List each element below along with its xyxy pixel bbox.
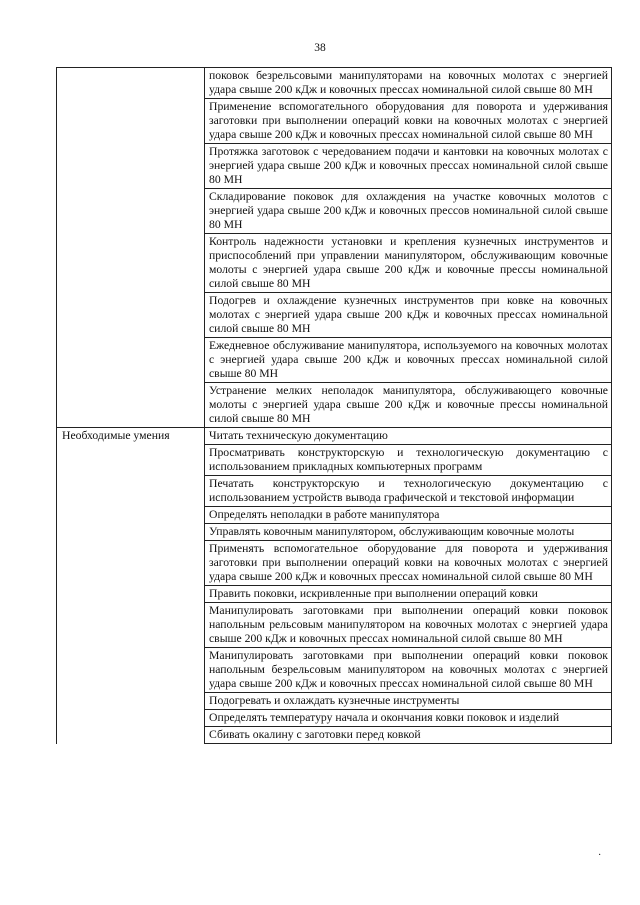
table-cell: Определять неполадки в работе манипулятора xyxy=(205,507,612,524)
table-row xyxy=(57,586,612,603)
table-row xyxy=(57,338,612,383)
table-row xyxy=(57,293,612,338)
empty-label-cell xyxy=(57,99,205,144)
empty-label-cell xyxy=(57,383,205,428)
empty-label-cell xyxy=(57,189,205,234)
empty-label-cell xyxy=(57,293,205,338)
table-cell: Складирование поковок для охлаждения на участке ковочных молотов с энергией удара свыше 200 кДж и ковочных прессов номинальной силой свыше 80 МН xyxy=(205,189,612,234)
empty-label-cell xyxy=(57,693,205,710)
table-row xyxy=(57,727,612,744)
empty-label-cell xyxy=(57,234,205,293)
table-row xyxy=(57,648,612,693)
empty-label-cell xyxy=(57,541,205,586)
table-cell: Устранение мелких неполадок манипулятора, обслуживающего ковочные молоты с энергией удара свыше 200 кДж и ковочные прессы номинальной силой свыше 80 МН xyxy=(205,383,612,428)
empty-label-cell xyxy=(57,648,205,693)
table-row xyxy=(57,524,612,541)
table-cell: поковок безрельсовыми манипуляторами на ковочных молотах с энергией удара свыше 200 кДж и ковочных прессах номинальной силой свыше 80 МН xyxy=(205,68,612,99)
table-row xyxy=(57,693,612,710)
table-cell: Применять вспомогательное оборудование для поворота и удерживания заготовки при выполнении операций ковки на ковочных молотах с энергией удара свыше 200 кДж и ковочных прессах номинальной силой свыше 80 МН xyxy=(205,541,612,586)
empty-label-cell xyxy=(57,476,205,507)
table-row xyxy=(57,710,612,727)
table-cell: Править поковки, искривленные при выполнении операций ковки xyxy=(205,586,612,603)
empty-label-cell xyxy=(57,68,205,99)
empty-label-cell xyxy=(57,338,205,383)
table-cell: Подогрев и охлаждение кузнечных инструментов при ковке на ковочных молотах с энергией удара свыше 200 кДж и ковочных прессах номинальной силой свыше 80 МН xyxy=(205,293,612,338)
table-row xyxy=(57,189,612,234)
scan-dot-mark: · xyxy=(598,850,602,861)
table-cell: Просматривать конструкторскую и технологическую документацию с использованием прикладных компьютерных программ xyxy=(205,445,612,476)
table-row xyxy=(57,234,612,293)
table-cell: Применение вспомогательного оборудования для поворота и удерживания заготовки при выполнении операций ковки на ковочных молотах с энергией удара свыше 200 кДж и ковочных прессах номинальной силой свыше 80 МН xyxy=(205,99,612,144)
table-cell: Контроль надежности установки и крепления кузнечных инструментов и приспособлений при управлении манипулятором, обслуживающим ковочные молоты с энергией удара свыше 200 кДж и ковочные прессы номинальной силой свыше 80 МН xyxy=(205,234,612,293)
page-number: 38 xyxy=(314,42,326,54)
empty-label-cell xyxy=(57,586,205,603)
table-row xyxy=(57,383,612,428)
table-row xyxy=(57,99,612,144)
table-cell: Определять температуру начала и окончания ковки поковок и изделий xyxy=(205,710,612,727)
section-label-skills: Необходимые умения xyxy=(57,428,205,445)
empty-label-cell xyxy=(57,727,205,744)
table-row xyxy=(57,68,612,99)
table-row xyxy=(57,144,612,189)
table-cell: Печатать конструкторскую и технологическую документацию с использованием устройств вывода графической и текстовой информации xyxy=(205,476,612,507)
table-cell: Протяжка заготовок с чередованием подачи и кантовки на ковочных молотах с энергией удара свыше 200 кДж и ковочных прессах номинальной силой свыше 80 МН xyxy=(205,144,612,189)
empty-label-cell xyxy=(57,144,205,189)
table-cell: Читать техническую документацию xyxy=(205,428,612,445)
requirements-table xyxy=(56,67,612,744)
empty-label-cell xyxy=(57,507,205,524)
empty-label-cell xyxy=(57,710,205,727)
table-cell: Манипулировать заготовками при выполнении операций ковки поковок напольным рельсовым манипулятором на ковочных молотах с энергией удара свыше 200 кДж и ковочных прессах номинальной силой свыше 80 МН xyxy=(205,603,612,648)
table-cell: Ежедневное обслуживание манипулятора, используемого на ковочных молотах с энергией удара свыше 200 кДж и ковочных прессах номинальной силой свыше 80 МН xyxy=(205,338,612,383)
table-cell: Сбивать окалину с заготовки перед ковкой xyxy=(205,727,612,744)
empty-label-cell xyxy=(57,603,205,648)
table-cell: Подогревать и охлаждать кузнечные инструменты xyxy=(205,693,612,710)
table-cell: Управлять ковочным манипулятором, обслуживающим ковочные молоты xyxy=(205,524,612,541)
empty-label-cell xyxy=(57,524,205,541)
table-row xyxy=(57,603,612,648)
table-row xyxy=(57,541,612,586)
empty-label-cell xyxy=(57,445,205,476)
table-cell: Манипулировать заготовками при выполнении операций ковки поковок напольным безрельсовым манипулятором на ковочных молотах с энергией удара свыше 200 кДж и ковочных прессах номинальной силой свыше 80 МН xyxy=(205,648,612,693)
table-row xyxy=(57,507,612,524)
table-row xyxy=(57,428,612,445)
table-row xyxy=(57,445,612,476)
table-row xyxy=(57,476,612,507)
